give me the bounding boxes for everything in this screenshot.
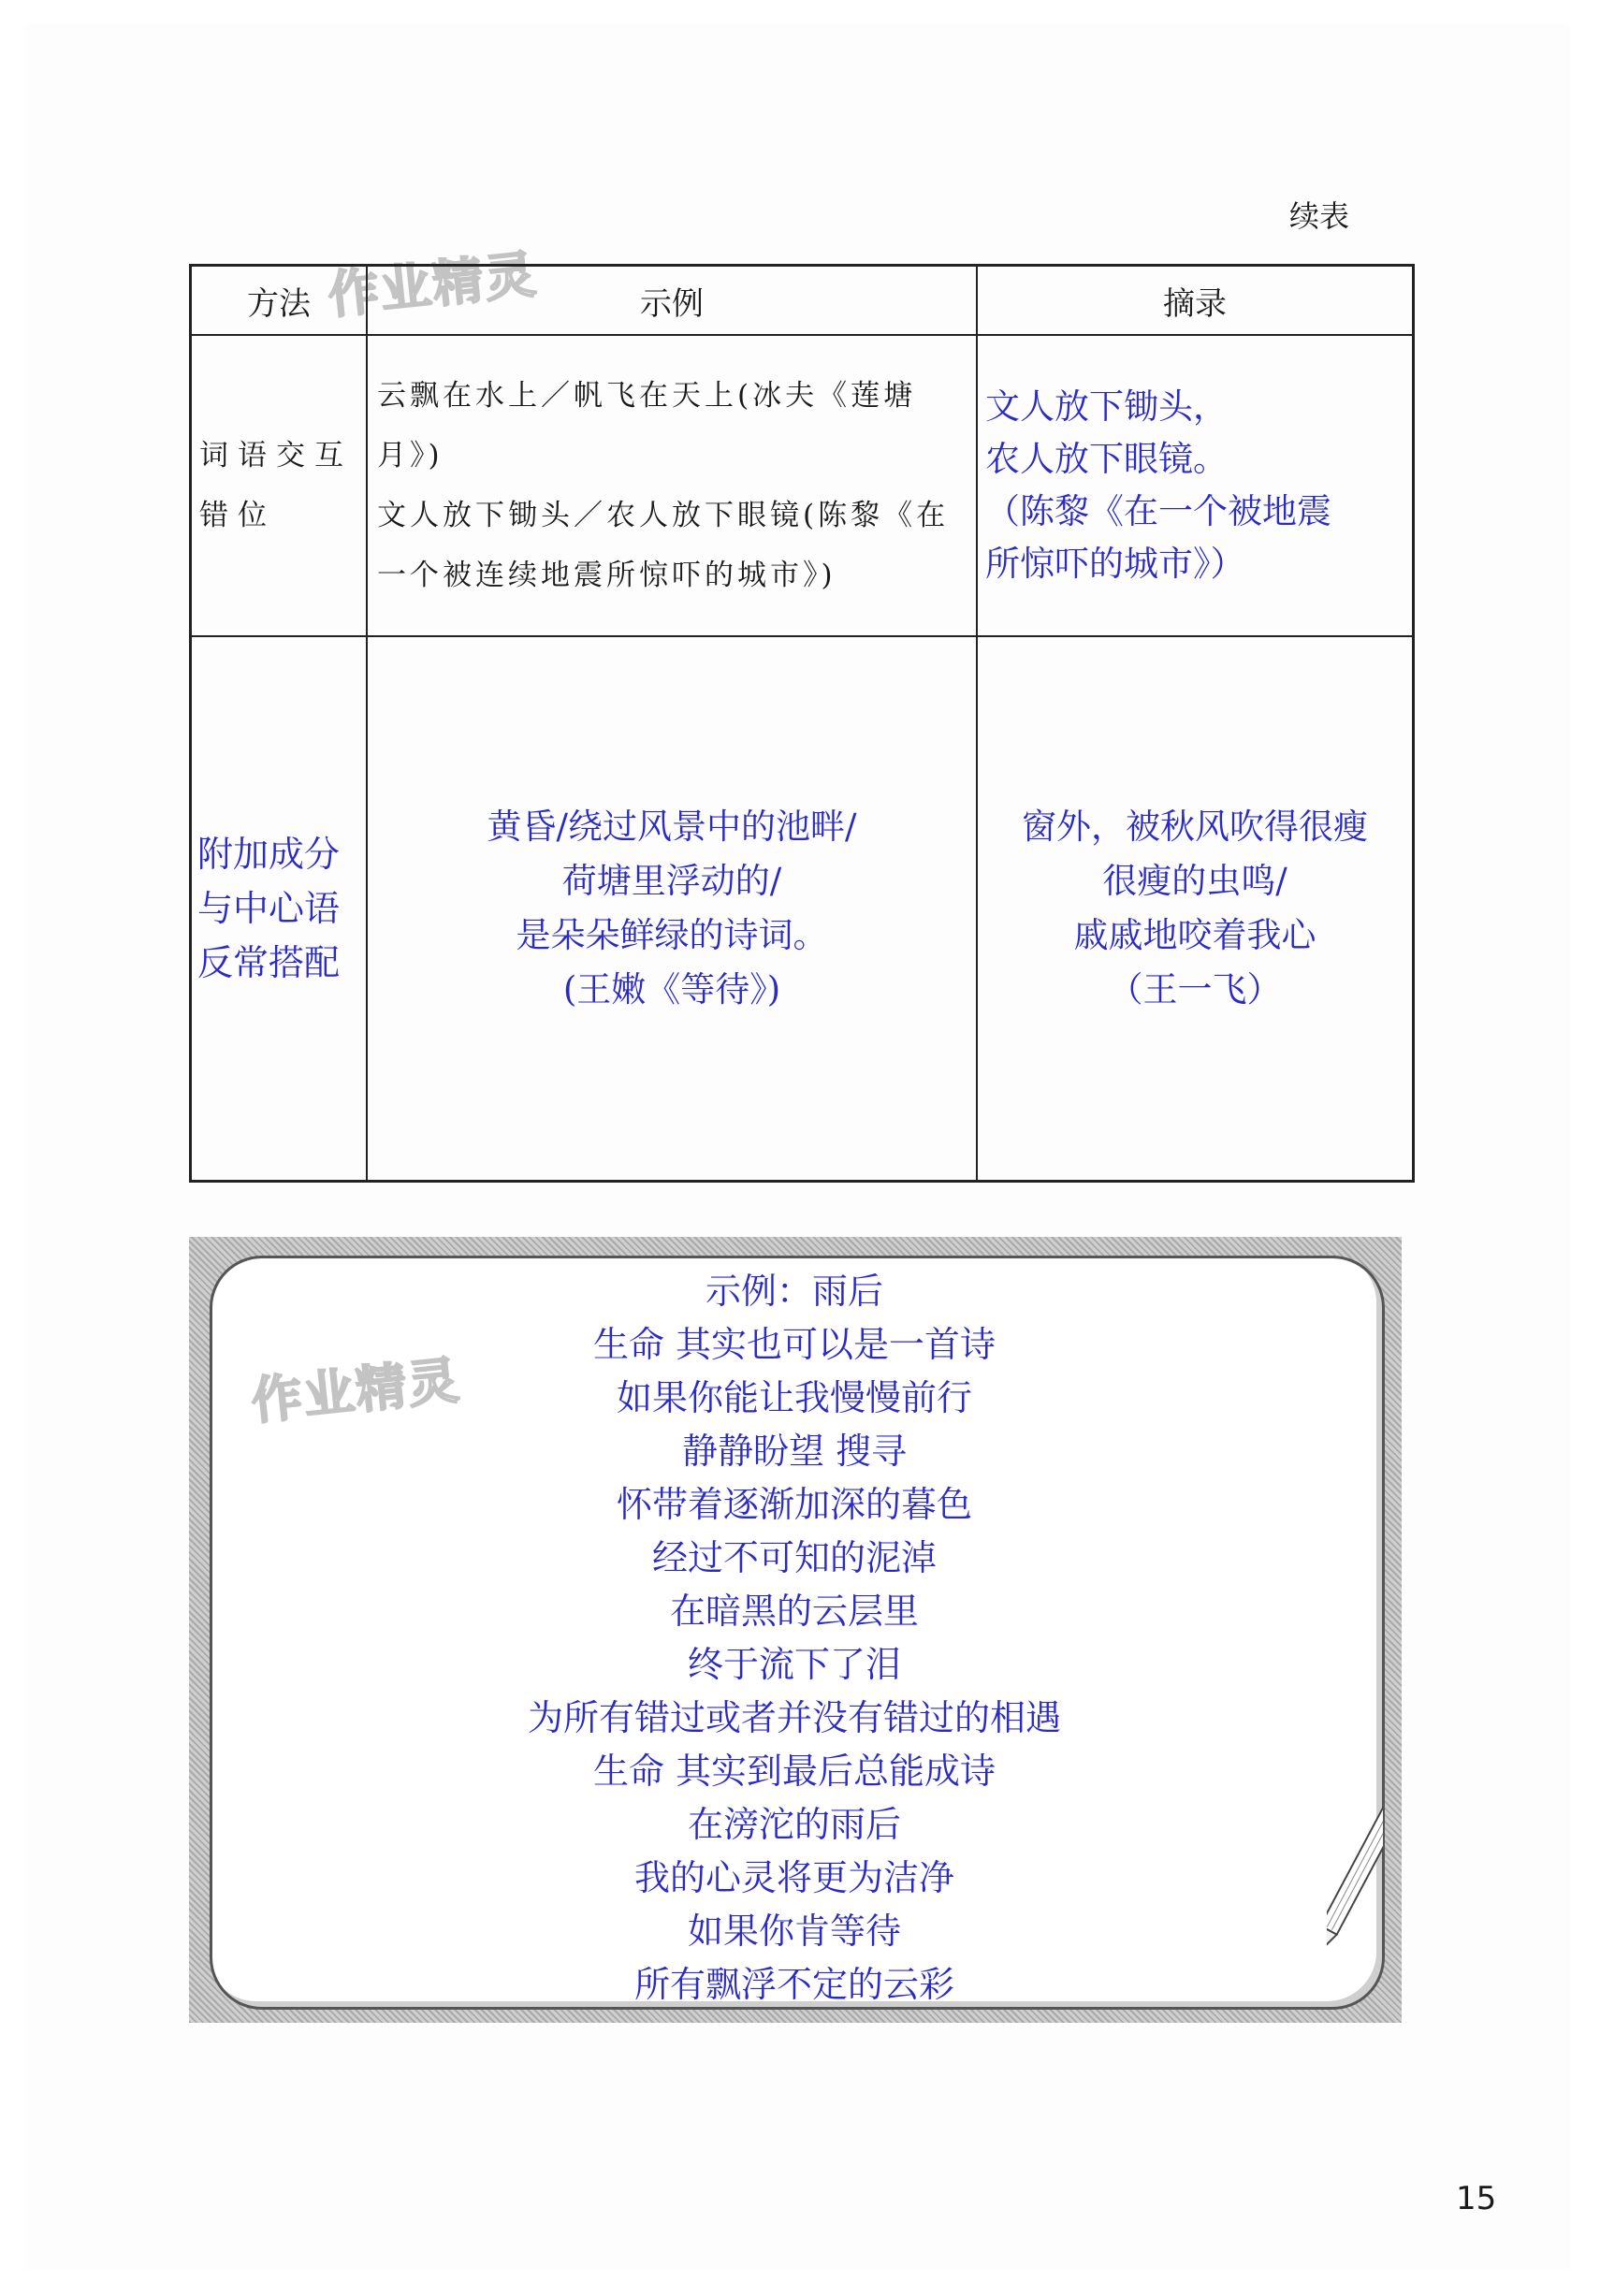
poem-line: 所有飘浮不定的云彩: [633, 1964, 954, 2005]
example-line: 是朵朵鲜绿的诗词。: [516, 915, 828, 955]
excerpt-cell: [977, 636, 1414, 1182]
excerpt-line: 戚戚地咬着我心: [1073, 915, 1316, 955]
method-line: 词语交互: [199, 439, 353, 472]
excerpt-line: 农人放下眼镜。: [985, 439, 1228, 479]
poem-line: 我的心灵将更为洁净: [633, 1857, 954, 1898]
methods-table: [189, 264, 1415, 1183]
pencil-icon: [1327, 1787, 1383, 1974]
poem-line: 如果你肯等待: [687, 1911, 901, 1952]
excerpt-line: 窗外，被秋风吹得很瘦: [1022, 807, 1368, 847]
example-line: 荷塘里浮动的/: [561, 861, 782, 901]
example-line: 云飘在水上／帆飞在天上(冰夫《莲塘: [377, 379, 917, 413]
example-line: (王嫩《等待》): [562, 969, 781, 1010]
example-line: 一个被连续地震所惊吓的城市》): [377, 559, 836, 592]
method-cell: [191, 636, 368, 1182]
poem-line: 终于流下了泪: [687, 1644, 901, 1685]
poem-line: 在暗黑的云层里: [669, 1591, 919, 1632]
method-cell: [191, 335, 368, 636]
page-number: 15: [1456, 2180, 1497, 2217]
watermark-poem: 作业精灵: [248, 1350, 464, 1431]
excerpt-line: （陈黎《在一个被地震: [985, 491, 1331, 531]
header-excerpt: 摘录: [977, 266, 1414, 336]
method-line: 与中心语: [197, 888, 341, 929]
poem-line: 生命 其实到最后总能成诗: [592, 1751, 996, 1792]
excerpt-line: （王一飞）: [1108, 969, 1282, 1010]
example-line: 黄昏/绕过风景中的池畔/: [487, 807, 857, 847]
table-row: [191, 636, 1414, 1182]
poem-line: 静静盼望 搜寻: [681, 1431, 908, 1472]
continued-label: 续表: [1289, 198, 1350, 234]
excerpt-line: 所惊吓的城市》）: [985, 544, 1245, 584]
table-header-row: [191, 266, 1414, 336]
header-example: 示例: [367, 266, 977, 336]
poem-title: 示例：雨后: [705, 1271, 883, 1312]
poem-line: 为所有错过或者并没有错过的相遇: [527, 1697, 1061, 1738]
excerpt-line: 很瘦的虫鸣/: [1102, 861, 1287, 901]
poem-line: 在滂沱的雨后: [687, 1804, 901, 1845]
excerpt-cell: [977, 335, 1414, 636]
watermark-top: 作业精灵: [325, 244, 541, 326]
table-row: [191, 335, 1414, 636]
method-line: 附加成分: [197, 834, 341, 875]
example-cell: [367, 335, 977, 636]
poem-line: 生命 其实也可以是一首诗: [592, 1324, 996, 1365]
poem-text: [210, 1265, 1379, 2012]
example-line: 文人放下锄头／农人放下眼镜(陈黎《在: [377, 499, 950, 532]
example-line: 月》): [377, 439, 444, 472]
example-cell: [367, 636, 977, 1182]
method-line: 错位: [199, 499, 276, 532]
poem-line: 如果你能让我慢慢前行: [616, 1377, 972, 1418]
poem-line: 经过不可知的泥淖: [651, 1537, 937, 1578]
excerpt-line: 文人放下锄头，: [985, 386, 1228, 427]
method-line: 反常搭配: [197, 942, 341, 983]
header-method: 方法: [191, 266, 368, 336]
poem-line: 怀带着逐渐加深的暮色: [616, 1484, 972, 1525]
